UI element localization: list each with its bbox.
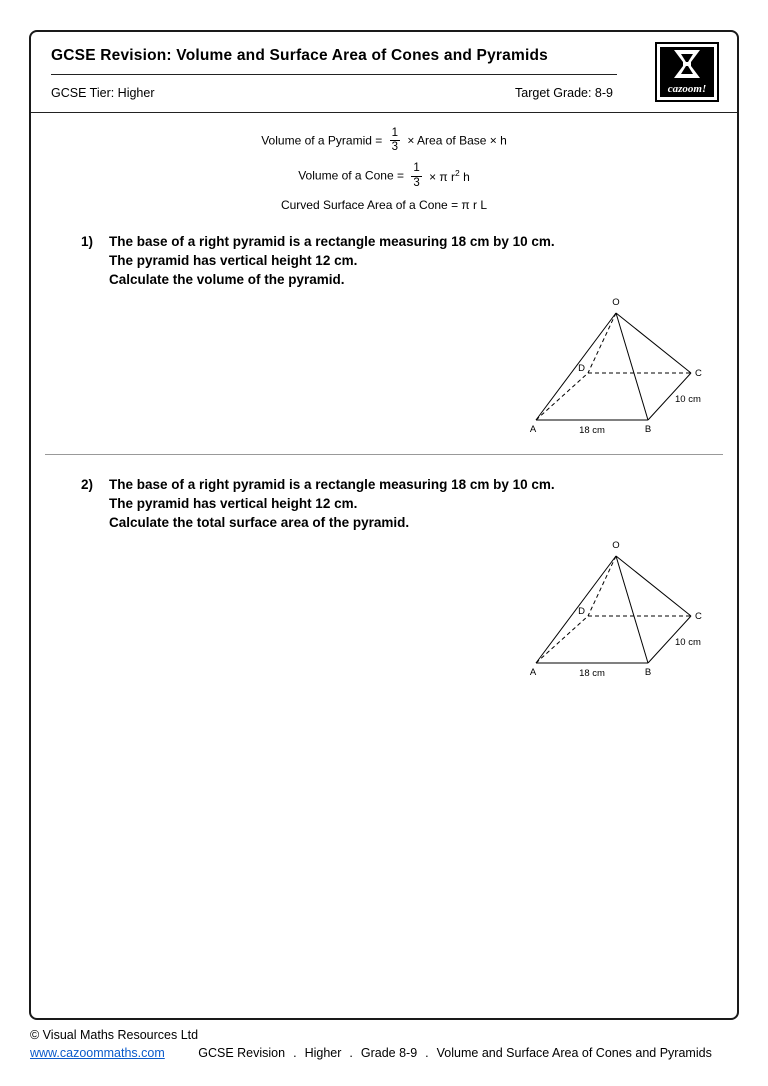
formula-pyramid-lhs: Volume of a Pyramid = <box>261 133 383 148</box>
formula-cone-lhs: Volume of a Cone = <box>298 169 404 184</box>
base-width-label: 10 cm <box>675 636 701 648</box>
question-text <box>109 475 555 532</box>
cazoom-logo-text: cazoom! <box>667 83 707 95</box>
question-line: Calculate the total surface area of the pyramid. <box>109 514 410 530</box>
page-title: GCSE Revision: Volume and Surface Area of Cones and Pyramids <box>51 47 617 75</box>
fraction-one-third: $\frac{1}{3}$ <box>391 127 399 154</box>
breadcrumb-item: Grade 8-9 <box>360 1046 418 1060</box>
formula-cone-surface-area: Curved Surface Area of a Cone = π r L <box>280 197 488 212</box>
pyramid-diagram-1 <box>31 295 737 440</box>
question-line: The pyramid has vertical height 12 cm. <box>109 495 358 511</box>
question-number: 1) <box>81 233 94 249</box>
breadcrumb <box>198 1046 712 1060</box>
question-2 <box>81 475 717 532</box>
breadcrumb-separator: . <box>349 1046 353 1060</box>
formula-box <box>31 127 737 212</box>
vertex-label-a: A <box>529 423 537 435</box>
pyramid-figure-icon <box>528 538 713 683</box>
vertex-label-c: C <box>695 610 702 622</box>
question-line: The base of a right pyramid is a rectangle measuring 18 cm by 10 cm. <box>109 476 555 492</box>
question-number: 2) <box>81 476 94 492</box>
question-1 <box>81 232 717 289</box>
breadcrumb-separator: . <box>293 1046 297 1060</box>
base-length-label: 18 cm <box>579 424 605 436</box>
vertex-label-b: B <box>644 666 652 678</box>
cazoom-logo-mark-icon <box>669 49 705 79</box>
header-rule <box>31 112 737 113</box>
pyramid-diagram-2 <box>31 538 737 683</box>
target-grade-label: Target Grade: 8-9 <box>515 86 613 100</box>
breadcrumb-item: GCSE Revision <box>198 1046 286 1060</box>
question-line: Calculate the volume of the pyramid. <box>109 271 345 287</box>
base-length-label: 18 cm <box>579 667 605 679</box>
pyramid-figure-icon <box>528 295 713 440</box>
vertex-label-d: D <box>578 605 585 617</box>
worksheet-frame <box>29 30 739 1020</box>
website-link[interactable]: www.cazoommaths.com <box>30 1046 165 1060</box>
vertex-label-a: A <box>529 666 537 678</box>
vertex-label-o: O <box>612 296 620 308</box>
vertex-label-o: O <box>612 539 620 551</box>
question-separator <box>45 454 723 455</box>
formula-cone-rhs: × π $r^2$ h <box>429 168 470 185</box>
vertex-label-b: B <box>644 423 652 435</box>
formula-cone-volume <box>31 162 737 189</box>
cazoom-logo <box>655 42 719 102</box>
tier-row <box>51 86 717 100</box>
fraction-one-third: $\frac{1}{3}$ <box>413 162 420 189</box>
formula-pyramid-volume <box>31 127 737 154</box>
worksheet-header <box>31 32 737 113</box>
formula-pyramid-rhs: × Area of Base × h <box>407 133 507 148</box>
tier-label: GCSE Tier: Higher <box>51 86 155 100</box>
footer-meta-row <box>30 1046 754 1060</box>
vertex-label-d: D <box>578 362 585 374</box>
breadcrumb-separator: . <box>425 1046 429 1060</box>
base-width-label: 10 cm <box>675 393 701 405</box>
breadcrumb-item: Higher <box>304 1046 342 1060</box>
cazoom-logo-inner <box>660 47 714 97</box>
question-text <box>109 232 555 289</box>
breadcrumb-item: Volume and Surface Area of Cones and Pyramids <box>436 1046 712 1060</box>
question-line: The base of a right pyramid is a rectangle measuring 18 cm by 10 cm. <box>109 233 555 249</box>
footer <box>30 1028 754 1060</box>
question-line: The pyramid has vertical height 12 cm. <box>109 252 358 268</box>
copyright-text: © Visual Maths Resources Ltd <box>30 1028 199 1042</box>
vertex-label-c: C <box>695 367 702 379</box>
